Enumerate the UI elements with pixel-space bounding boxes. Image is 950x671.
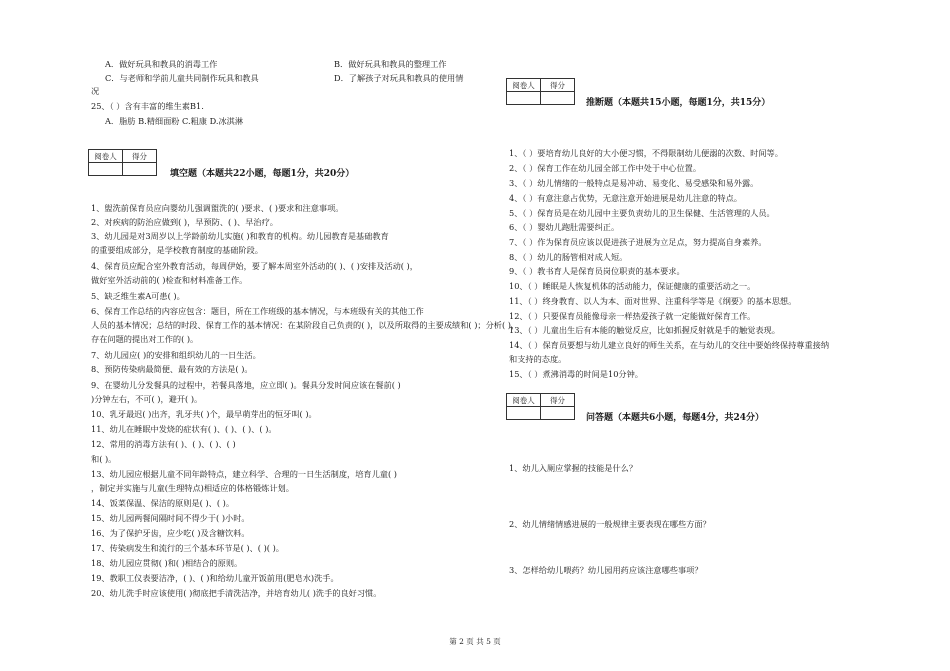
fill-line: 和( )。 [91,454,117,464]
judge-line: 10、（ ）睡眠是人恢复机体的活动能力，保证健康的重要活动之一。 [509,281,756,291]
option-a: A．做好玩具和教具的消毒工作 [105,59,218,69]
score-label: 得分 [541,79,575,92]
qa-section-title: 问答题（本题共6小题，每题4分，共24分） [586,413,765,423]
option-d: D．了解孩子对玩具和教具的使用情 [334,73,464,83]
judge-line: 3、（ ）幼儿情绪的一般特点是易冲动、易变化、易受感染和易外露。 [509,178,759,188]
judge-line: 7、（ ）作为保育员应该以促进孩子进展为立足点，努力提高自身素养。 [509,237,767,247]
fill-line: 15、幼儿园两餐间隔时间不得少于( )小时。 [91,513,250,523]
fill-line: 18、幼儿园应贯彻( )和( )相结合的原则。 [91,558,243,568]
fill-line: 7、幼儿园应( )的安排和组织幼儿的一日生活。 [91,350,261,360]
score-box-fill [88,149,157,176]
reviewer-label: 阅卷人 [89,150,123,163]
judge-line: 1、（ ）要培育幼儿良好的大小便习惯，不得限制幼儿便溺的次数、时间等。 [509,148,783,158]
score-cell [541,407,575,420]
fill-line: 17、传染病发生和流行的三个基本环节是( )、( )( )。 [91,543,284,553]
fill-line: 12、常用的消毒方法有( )、( )、( )、( ) [91,439,236,449]
fill-line: 19、教职工仪表要洁净，( )、( )和给幼儿童开饭前用(肥皂水)洗手。 [91,573,339,583]
judge-line: 15、（ ）煮沸消毒的时间是10分钟。 [509,369,643,379]
fill-line: 存在问题的提出对工作的( )。 [91,334,199,344]
page-footer: 第 2 页 共 5 页 [449,637,501,646]
judge-line: 5、（ ）保育员是在幼儿园中主要负责幼儿的卫生保健、生活管理的人员。 [509,208,775,218]
fill-line: 4、保育员应配合室外教育活动，每周伊始，要了解本周室外活动的( )、( )安排及活动( )， [91,261,418,271]
fill-line: 1、盥洗前保育员应向婴幼儿强调盥洗的( )要求、( )要求和注意事项。 [91,203,344,213]
fill-line: )分钟左右，不可( )，避开( )。 [91,394,203,404]
reviewer-cell [507,92,541,105]
fill-line: 的重要组成部分，是学校教育制度的基础阶段。 [91,245,263,255]
question-25: 25、（ ）含有丰富的维生素B1. [91,101,204,111]
qa-line: 2、幼儿情绪情感进展的一般规律主要表现在哪些方面？ [509,519,711,529]
fill-line: 10、乳牙最迟( )出齐，乳牙共( )个，最早萌芽出的恒牙叫( )。 [91,409,317,419]
fill-line: ，制定并实施与儿童(生理特点)相适应的体格锻炼计划。 [91,483,294,493]
judge-line: 2、（ ）保育工作在幼儿园全部工作中处于中心位置。 [509,163,702,173]
judge-line: 12、（ ）只要保育员能像母亲一样热爱孩子就一定能做好保育工作。 [509,311,756,321]
score-label: 得分 [541,394,575,407]
fill-line: 13、幼儿园应根据儿童不同年龄特点，建立科学、合理的一日生活制度，培育儿童( ) [91,469,397,479]
qa-line: 1、幼儿入厕应掌握的技能是什么？ [509,463,638,473]
option-c: C．与老师和学前儿童共同制作玩具和教具 [105,73,259,83]
reviewer-cell [507,407,541,420]
judge-line: 14、（ ）保育员要想与幼儿建立良好的师生关系，在与幼儿的交往中要始终保持尊重接纳 [509,340,830,350]
fill-line: 16、为了保护牙齿，应少吃( )及含糖饮料。 [91,528,250,538]
fill-section-title: 填空题（本题共22小题，每题1分，共20分） [170,169,355,179]
judge-line: 8、（ ）幼儿的肠管相对成人短。 [509,252,628,262]
score-cell [123,163,157,176]
option-b: B．做好玩具和教具的整理工作 [334,59,447,69]
judge-line: 13、（ ）儿童出生后有本能的触觉反应，比如抓握反射就是手的触觉表现。 [509,325,780,335]
judge-line: 4、（ ）有意注意占优势，无意注意开始进展是幼儿注意的特点。 [509,193,742,203]
judge-line: 和支持的态度。 [509,354,567,364]
score-box-judge [506,78,575,105]
reviewer-label: 阅卷人 [507,79,541,92]
fill-line: 做好室外活动前的( )检查和材料准备工作。 [91,275,248,285]
score-cell [541,92,575,105]
judge-line: 6、（ ）婴幼儿跑肚需要纠正。 [509,222,620,232]
fill-line: 2、对疾病的防治应做到( )，早预防、( )、早治疗。 [91,217,278,227]
reviewer-cell [89,163,123,176]
fill-line: 3、幼儿园是对3周岁以上学龄前幼儿实施( )和教育的机构。幼儿园教育是基础教育 [91,231,389,241]
fill-line: 8、预防传染病最简便、最有效的方法是( )。 [91,364,253,374]
fill-line: 人员的基本情况；总结的时段、保育工作的基本情况：在某阶段自己负责的( )，以及所取得的主要成绩和( )；分析( )， [91,320,520,330]
fill-line: 9、在婴幼儿分发餐具的过程中，若餐具落地，应立即( )。餐具分发时间应该在餐前( ) [91,380,401,390]
judge-line: 9、（ ）教书育人是保育员岗位职责的基本要求。 [509,266,685,276]
fill-line: 5、缺乏维生素A可患( )。 [91,291,185,301]
fill-line: 20、幼儿洗手时应该使用( )彻底把手清洗洁净，并培育幼儿( )洗手的良好习惯。 [91,588,382,598]
fill-line: 11、幼儿在睡眠中发烧的症状有( )、( )、( )、( )。 [91,424,277,434]
score-box-qa [506,393,575,420]
judge-line: 11、（ ）终身教育、以人为本、面对世界、注重科学等是《纲要》的基本思想。 [509,296,797,306]
score-label: 得分 [123,150,157,163]
fill-line: 14、饭菜保温、保洁的原则是( )、( )。 [91,498,235,508]
qa-line: 3、怎样给幼儿喂药？幼儿园用药应该注意哪些事项？ [509,565,703,575]
judge-section-title: 推断题（本题共15小题，每题1分，共15分） [586,98,771,108]
fill-line: 6、保育工作总结的内容应包含：题目，所在工作班级的基本情况，与本班级有关的其他工作 [91,306,424,316]
option-d-cont: 况 [91,86,100,96]
question-25-options: A．脂肪 B.精细面粉 C.粗康 D.冰淇淋 [105,116,244,126]
reviewer-label: 阅卷人 [507,394,541,407]
